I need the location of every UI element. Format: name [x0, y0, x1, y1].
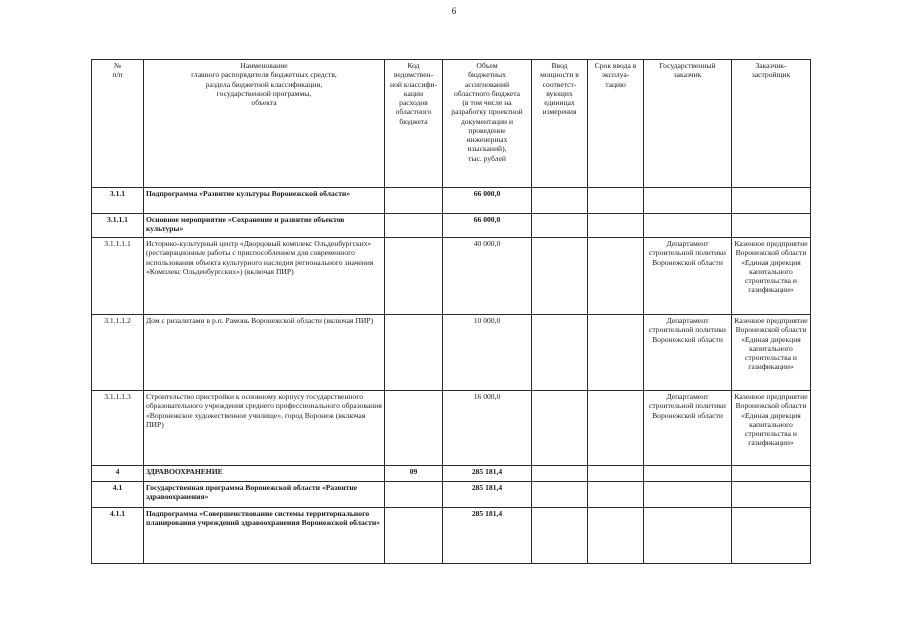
row-volume: 16 000,0: [443, 391, 532, 466]
row-name: Строительство пристройки к основному корпусу государственного образовательного учреждения среднего профессионального образования «Воронежское художественное училище», город Воронеж (включая ПИР): [144, 391, 385, 466]
row-developer: Казенное предприятие Воронежской области «Единая дирекция капитального строительства и газификации»: [732, 238, 811, 315]
row-term: [588, 238, 644, 315]
page-number: 6: [451, 6, 457, 16]
row-code: [385, 214, 443, 238]
row-capacity: [532, 482, 588, 508]
row-developer: [732, 214, 811, 238]
header-code: Код ведомствен- ной классифи- кации расходов областного бюджета: [385, 60, 443, 188]
row-code: [385, 482, 443, 508]
row-capacity: [532, 315, 588, 391]
header-developer: Заказчик- застройщик: [732, 60, 811, 188]
row-term: [588, 466, 644, 482]
row-num: 4.1.1: [92, 508, 144, 564]
header-term: Срок ввода в эксплуа- тацию: [588, 60, 644, 188]
row-volume: 10 000,0: [443, 315, 532, 391]
row-code: [385, 188, 443, 214]
row-volume: 285 181,4: [443, 466, 532, 482]
row-name: Подпрограмма «Развитие культуры Воронежской области»: [144, 188, 385, 214]
row-name: Дом с ризалитами в р.п. Рамонь Воронежской области (включая ПИР): [144, 315, 385, 391]
row-capacity: [532, 466, 588, 482]
row-num: 3.1.1.1.1: [92, 238, 144, 315]
row-name: Подпрограмма «Совершенствование системы территориального планирования учреждений здравоохранения Воронежской области»: [144, 508, 385, 564]
row-term: [588, 214, 644, 238]
row-num: 3.1.1: [92, 188, 144, 214]
header-name: Наименование главного распорядителя бюджетных средств, раздела бюджетной классификации, государственной программы, объекта: [144, 60, 385, 188]
row-volume: 66 000,0: [443, 214, 532, 238]
table-row: [92, 315, 811, 391]
header-num: № п/п: [92, 60, 144, 188]
row-name: Основное мероприятие «Сохранение и развитие объектов культуры»: [144, 214, 385, 238]
row-capacity: [532, 391, 588, 466]
row-volume: 285 181,4: [443, 482, 532, 508]
row-term: [588, 188, 644, 214]
header-customer: Государственный заказчик: [644, 60, 732, 188]
table-row: [92, 214, 811, 238]
row-num: 4: [92, 466, 144, 482]
row-volume: 40 000,0: [443, 238, 532, 315]
row-capacity: [532, 238, 588, 315]
row-capacity: [532, 508, 588, 564]
row-term: [588, 315, 644, 391]
row-volume: 66 000,0: [443, 188, 532, 214]
row-term: [588, 391, 644, 466]
row-code: 09: [385, 466, 443, 482]
row-developer: Казенное предприятие Воронежской области «Единая дирекция капитального строительства и газификации»: [732, 315, 811, 391]
table-row: [92, 391, 811, 466]
row-customer: [644, 482, 732, 508]
row-code: [385, 238, 443, 315]
row-customer: [644, 214, 732, 238]
row-code: [385, 508, 443, 564]
row-customer: [644, 188, 732, 214]
table-row: [92, 482, 811, 508]
row-num: 3.1.1.1.3: [92, 391, 144, 466]
row-customer: [644, 508, 732, 564]
header-row: [92, 60, 811, 188]
row-name: Государственная программа Воронежской области «Развитие здравоохранения»: [144, 482, 385, 508]
row-customer: Департамент строительной политики Воронежской области: [644, 315, 732, 391]
budget-table: [91, 59, 811, 564]
row-term: [588, 508, 644, 564]
header-capacity: Ввод мощности в соответст- вующих единицах измерения: [532, 60, 588, 188]
row-name: Историко-культурный центр «Дворцовый комплекс Ольденбургских» (реставрационные работы с приспособлением для современного использования объекта культурного наследия регионального значения «Комплекс Ольденбургских») (включая ПИР): [144, 238, 385, 315]
row-customer: Департамент строительной политики Воронежской области: [644, 238, 732, 315]
row-developer: [732, 466, 811, 482]
table-row: [92, 466, 811, 482]
row-customer: [644, 466, 732, 482]
row-developer: [732, 508, 811, 564]
row-developer: [732, 482, 811, 508]
header-volume: Объем бюджетных ассигнований областного бюджета (в том числе на разработку проектной документации и проведение инженерных изысканий), тыс. рублей: [443, 60, 532, 188]
table-row: [92, 238, 811, 315]
row-name: ЗДРАВООХРАНЕНИЕ: [144, 466, 385, 482]
row-num: 3.1.1.1.2: [92, 315, 144, 391]
table-row: [92, 508, 811, 564]
row-capacity: [532, 214, 588, 238]
row-num: 4.1: [92, 482, 144, 508]
row-volume: 285 181,4: [443, 508, 532, 564]
table-row: [92, 188, 811, 214]
row-developer: [732, 188, 811, 214]
row-num: 3.1.1.1: [92, 214, 144, 238]
row-developer: Казенное предприятие Воронежской области «Единая дирекция капитального строительства и газификации»: [732, 391, 811, 466]
row-code: [385, 391, 443, 466]
row-term: [588, 482, 644, 508]
row-capacity: [532, 188, 588, 214]
row-code: [385, 315, 443, 391]
row-customer: Департамент строительной политики Воронежской области: [644, 391, 732, 466]
